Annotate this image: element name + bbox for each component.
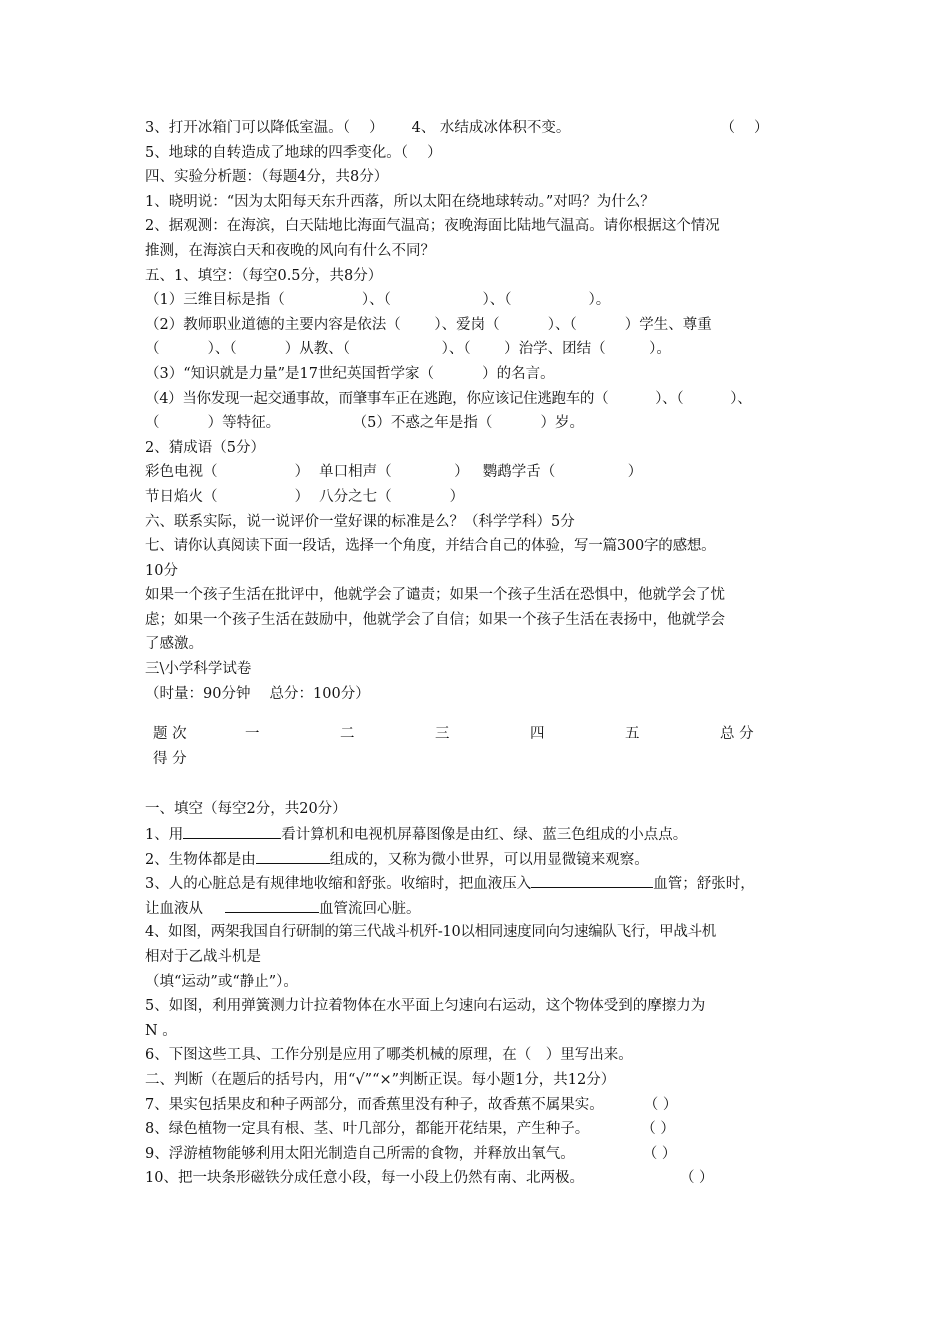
idiom-4: 节日焰火（ ） bbox=[145, 488, 310, 505]
passage-line-3: 了感激。 bbox=[145, 636, 203, 653]
score-row-label: 得 分 bbox=[153, 750, 187, 767]
idiom-2: 单口相声（ ） bbox=[319, 464, 469, 481]
section-5-title: 五、1、填空：（每空0.5分，共8分） bbox=[145, 267, 383, 284]
answer-paren: （ ） bbox=[679, 1170, 714, 1187]
part-2-q8: 8、绿色植物一定具有根、茎、叶几部分，都能开花结果，产生种子。 （ ） bbox=[145, 1121, 675, 1138]
idiom-5: 八分之七（ ） bbox=[319, 488, 465, 505]
section-6: 六、联系实际，说一说评价一堂好课的标准是么？（科学学科）5分 bbox=[145, 513, 575, 530]
idiom-3: 鹦鹉学舌（ ） bbox=[482, 464, 643, 481]
section-5-line4: （3）“知识就是力量”是17世纪英国哲学家（ ）的名言。 bbox=[145, 365, 555, 382]
answer-blank bbox=[531, 871, 653, 888]
exam-time: （时量：90分钟 总分：100分） bbox=[145, 685, 370, 702]
header-cell: 四 bbox=[530, 726, 545, 743]
part-1-q5-line1: 5、如图，利用弹簧测力计拉着物体在水平面上匀速向右运动，这个物体受到的摩擦力为 bbox=[145, 998, 706, 1015]
section-5-line3: （ ）、（ ）从教、（ ）、（ ）治学、团结（ ）。 bbox=[145, 341, 671, 358]
part-1-q4-line1: 4、如图，两架我国自行研制的第三代战斗机歼-10以相同速度同向匀速编队飞行，甲战斗机 bbox=[145, 924, 716, 941]
section-5-line2: （2）教师职业道德的主要内容是依法（ ）、爱岗（ ）、（ ）学生、尊重 bbox=[145, 316, 712, 333]
section-5-line6: （ ）等特征。 （5）不惑之年是指（ ）岁。 bbox=[145, 415, 584, 432]
section-5-line1: （1）三维目标是指（ ）、（ ）、（ ）。 bbox=[145, 292, 611, 309]
section-4-title: 四、实验分析题：（每题4分，共8分） bbox=[145, 169, 389, 186]
answer-paren: （ ） bbox=[643, 1096, 678, 1113]
part-2-title: 二、判断（在题后的括号内，用“√”“×”判断正误。每小题1分，共12分） bbox=[145, 1071, 616, 1088]
answer-blank bbox=[256, 847, 330, 864]
document-body bbox=[145, 116, 811, 1191]
idiom-row-1 bbox=[145, 460, 811, 485]
header-cell: 一 bbox=[245, 726, 260, 743]
header-cell: 题 次 bbox=[153, 726, 187, 743]
answer-paren: （ ） bbox=[641, 1121, 675, 1138]
idiom-row-2 bbox=[145, 485, 811, 510]
section-5-line5: （4）当你发现一起交通事故，而肇事车正在逃跑，你应该记住逃跑车的（ ）、（ ）、 bbox=[145, 390, 752, 407]
exam-title: 三\小学科学试卷 bbox=[145, 661, 252, 678]
part-1-q3-line1: 3、人的心脏总是有规律地收缩和舒张。收缩时，把血液压入 血管；舒张时， bbox=[145, 871, 811, 896]
score-table-row bbox=[145, 747, 811, 772]
section-7-title: 七、请你认真阅读下面一段话，选择一个角度，并结合自己的体验，写一篇300字的感想。 bbox=[145, 538, 716, 555]
part-1-q4-line3: （填“运动”或“静止”）。 bbox=[145, 973, 298, 990]
section-7-score: 10分 bbox=[145, 562, 178, 579]
part-1-title: 一、填空（每空2分，共20分） bbox=[145, 801, 347, 818]
score-table-header bbox=[145, 722, 811, 747]
idiom-1: 彩色电视（ ） bbox=[145, 464, 310, 481]
part-2-q9: 9、浮游植物能够利用太阳光制造自己所需的食物，并释放出氧气。 （ ） bbox=[145, 1145, 677, 1162]
part-2-q7: 7、果实包括果皮和种子两部分，而香蕉里没有种子，故香蕉不属果实。 （ ） bbox=[145, 1096, 678, 1113]
part-1-q6: 6、下图这些工具、工作分别是应用了哪类机械的原理，在（ ）里写出来。 bbox=[145, 1047, 633, 1064]
answer-paren: （ ） bbox=[642, 1145, 677, 1162]
line-q3-q4 bbox=[145, 116, 811, 141]
part-1-q3-line2: 让血液从 血管流回心脏。 bbox=[145, 896, 811, 921]
header-cell: 三 bbox=[435, 726, 450, 743]
question-5: 5、地球的自转造成了地球的四季变化。（ ） bbox=[145, 144, 442, 161]
part-1-q1: 1、用 看计算机和电视机屏幕图像是由红、绿、蓝三色组成的小点点。 bbox=[145, 822, 811, 847]
section-4-q2-line1: 2、据观测：在海滨，白天陆地比海面气温高；夜晚海面比陆地气温高。请你根据这个情况 bbox=[145, 218, 720, 235]
question-4: 4、 水结成冰体积不变。 bbox=[411, 120, 571, 136]
idiom-title: 2、猜成语（5分） bbox=[145, 439, 265, 456]
part-1-q2: 2、生物体都是由 组成的，又称为微小世界，可以用显微镜来观察。 bbox=[145, 847, 811, 872]
passage-line-1: 如果一个孩子生活在批评中，他就学会了谴责；如果一个孩子生活在恐惧中，他就学会了忧 bbox=[145, 587, 725, 604]
part-1-q4-line2: 相对于乙战斗机是 bbox=[145, 949, 261, 965]
part-1-q5-line2: N 。 bbox=[145, 1022, 177, 1039]
section-4-q1: 1、晓明说：“因为太阳每天东升西落，所以太阳在绕地球转动。”对吗？为什么？ bbox=[145, 193, 655, 210]
header-cell: 五 bbox=[625, 726, 640, 743]
part-2-q10: 10、把一块条形磁铁分成任意小段，每一小段上仍然有南、北两极。 （ ） bbox=[145, 1170, 714, 1187]
question-4-paren: （ ） bbox=[720, 120, 769, 136]
passage-line-2: 虑；如果一个孩子生活在鼓励中，他就学会了自信；如果一个孩子生活在表扬中，他就学会 bbox=[145, 611, 725, 628]
section-4-q2-line2: 推测，在海滨白天和夜晚的风向有什么不同？ bbox=[145, 242, 435, 259]
header-cell: 二 bbox=[340, 726, 355, 743]
answer-blank bbox=[183, 822, 281, 839]
question-3: 3、打开冰箱门可以降低室温。（ ） bbox=[145, 120, 384, 136]
answer-blank bbox=[225, 896, 319, 913]
header-cell: 总 分 bbox=[720, 726, 754, 743]
